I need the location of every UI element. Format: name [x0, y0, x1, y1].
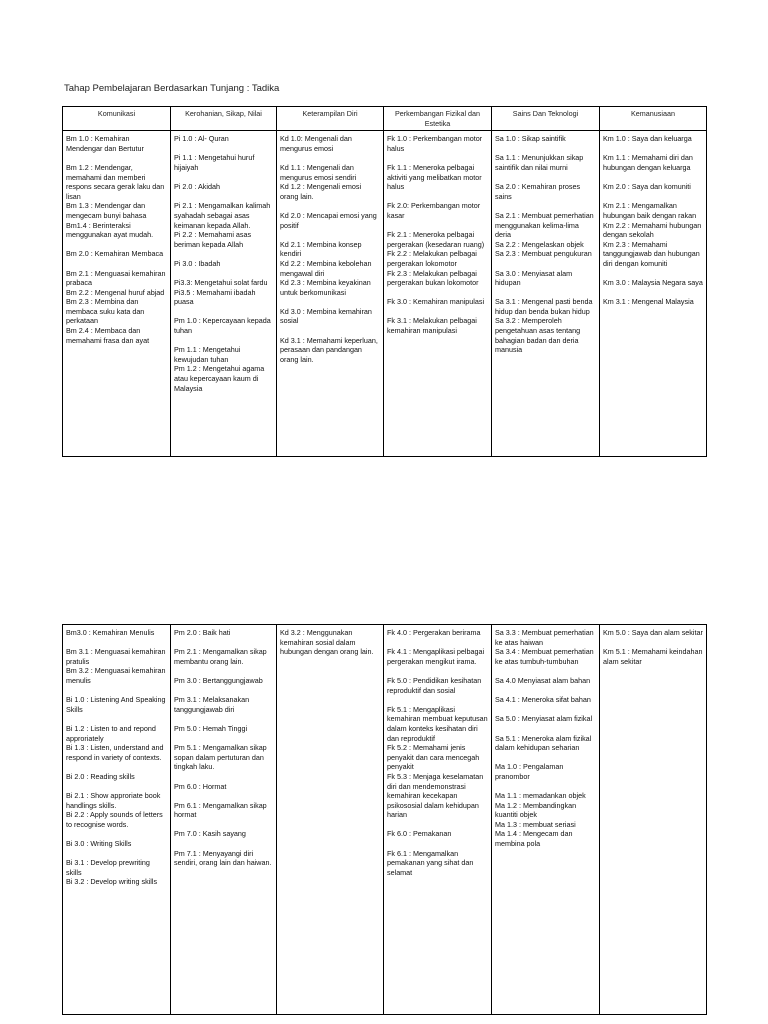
learning-standard-entry: Bm 2.3 : Membina dan membaca suku kata dan perkataan — [66, 297, 145, 326]
learning-standard-entry: Bm 2.1 : Menguasai kemahiran prabaca — [66, 268, 166, 288]
learning-standard-entry: Fk 2.3 : Melakukan pelbagai pergerakan bukan lokomotor — [387, 268, 479, 288]
learning-standard-entry: Fk 2.2 : Melakukan pelbagai pergerakan lokomotor — [387, 249, 477, 268]
cell-komunikasi — [63, 131, 171, 457]
learning-standard-entry: Pm 6.1 : Mengamalkan sikap hormat — [174, 800, 267, 820]
learning-standard-entry: Sa 3.0 : Menyiasat alam hidupan — [495, 268, 573, 288]
learning-table-top — [62, 106, 707, 457]
learning-standard-entry: Pi 2.1 : Mengamalkan kalimah syahadah sebagai asas keimanan kepada Allah. — [174, 201, 271, 230]
learning-standard-entry: Pi 2.2 : Memahami asas beriman kepada Allah — [174, 230, 252, 249]
learning-standard-entry: Sa 2.0 : Kemahiran proses sains — [495, 182, 581, 201]
learning-standard-entry: Pm 1.2 : Mengetahui agama atau kepercayaan kaum di Malaysia — [174, 364, 265, 393]
learning-standard-entry: Km 2.0 : Saya dan komuniti — [603, 182, 691, 192]
learning-standard-entry: Pm 2.1 : Mengamalkan sikap membantu orang lain. — [174, 647, 267, 666]
table-header-row — [63, 107, 707, 131]
learning-standard-entry: Ma 1.2 : Membandingkan kuantiti objek — [495, 800, 577, 820]
learning-standard-entry: Pm 1.1 : Mengetahui kewujudan tuhan — [174, 345, 241, 364]
learning-standard-entry: Pm 7.0 : Kasih sayang — [174, 829, 246, 839]
learning-standard-entry: Kd 3.0 : Membina kemahiran sosial — [280, 306, 372, 326]
learning-standard-entry: Sa 2.3 : Membuat pengukuran — [495, 249, 592, 259]
learning-standard-entry: Bm1.4 : Berinteraksi menggunakan ayat mudah. — [66, 220, 154, 240]
learning-standard-entry: Fk 1.0 : Perkembangan motor halus — [387, 134, 483, 153]
learning-standard-entry: Sa 3.3 : Membuat pemerhatian ke atas haiwan — [495, 628, 594, 647]
learning-standard-entry: Sa 2.1 : Membuat pemerhatian menggunakan kelima-lima deria — [495, 210, 594, 240]
table-row — [63, 625, 707, 1015]
learning-standard-entry: Pi 2.0 : Akidah — [174, 182, 220, 192]
learning-standard-entry: Pi3.3: Mengetahui solat fardu — [174, 278, 268, 288]
learning-standard-entry: Pi3.5 : Memahami ibadah puasa — [174, 287, 256, 307]
learning-standard-entry: Fk 4.1 : Mengaplikasi pelbagai pergerakan mengikut irama. — [387, 647, 485, 666]
learning-standard-entry: Bm 2.2 : Mengenal huruf abjad — [66, 287, 165, 297]
learning-standard-entry: Sa 3.4 : Membuat pemerhatian ke atas tumbuh-tumbuhan — [495, 647, 594, 666]
learning-standard-entry: Pm 3.1 : Melaksanakan tanggungjawab diri — [174, 695, 250, 714]
header-kerohanian: Kerohanian, Sikap, Nilai — [171, 107, 277, 131]
header-kemanusiaan: Kemanusiaan — [600, 107, 707, 131]
learning-standard-entry: Bm 2.0 : Kemahiran Membaca — [66, 249, 164, 259]
cell-fizikal-estetika — [384, 625, 492, 1015]
learning-standard-entry: Bi 3.1 : Develop prewriting skills — [66, 858, 150, 877]
learning-standard-entry: Bi 3.2 : Develop writing skills — [66, 877, 158, 887]
learning-standard-entry: Fk 5.1 : Mengaplikasi kemahiran membuat keputusan dalam konteks kesihatan diri dan reproduktif — [387, 704, 488, 743]
cell-fizikal-estetika — [384, 131, 492, 457]
learning-standard-entry: Fk 4.0 : Pergerakan berirama — [387, 628, 481, 637]
cell-kemanusiaan — [600, 131, 707, 457]
learning-standard-entry: Km 5.0 : Saya dan alam sekitar — [603, 628, 703, 637]
learning-standard-entry: Pm 1.0 : Kepercayaan kepada tuhan — [174, 316, 271, 336]
learning-standard-entry: Pi 1.0 : Al- Quran — [174, 134, 229, 144]
learning-standard-entry: Fk 3.1 : Melakukan pelbagai kemahiran manipulasi — [387, 316, 477, 336]
learning-standard-entry: Bi 3.0 : Writing Skills — [66, 839, 132, 849]
cell-keterampilan — [277, 625, 384, 1015]
learning-standard-entry: Pi 3.0 : Ibadah — [174, 258, 221, 268]
header-sains-teknologi: Sains Dan Teknologi — [492, 107, 600, 131]
document-title: Tahap Pembelajaran Berdasarkan Tunjang : Tadika — [64, 83, 280, 94]
learning-standard-entry: Sa 3.1 : Mengenal pasti benda hidup dan benda bukan hidup — [495, 297, 593, 316]
table-row — [63, 131, 707, 457]
learning-table-bottom — [62, 624, 707, 1015]
learning-standard-entry: Kd 2.2 : Membina kebolehan mengawal diri — [280, 258, 372, 278]
learning-standard-entry: Pm 3.0 : Bertanggungjawab — [174, 675, 263, 685]
learning-standard-entry: Fk 6.0 : Pemakanan — [387, 829, 452, 839]
learning-standard-entry: Kd 1.1 : Mengenali dan mengurus emosi sendiri — [280, 162, 357, 182]
learning-standard-entry: Km 2.3 : Memahami tanggungjawab dan hubungan diri dengan komuniti — [603, 239, 700, 268]
learning-standard-entry: Kd 2.3 : Membina keyakinan untuk berkomunikasi — [280, 278, 371, 297]
learning-standard-entry: Pm 7.1 : Menyayangi diri sendiri, orang lain dan haiwan. — [174, 848, 272, 868]
learning-standard-entry: Bm 3.2 : Menguasai kemahiran menulis — [66, 666, 166, 685]
learning-standard-entry: Bi 1.2 : Listen to and repond approriately — [66, 723, 156, 743]
learning-standard-entry: Bm 1.2 : Mendengar, memahami dan memberi respons secara gerak laku dan lisan — [66, 162, 165, 201]
learning-standard-entry: Kd 2.1 : Membina konsep kendiri — [280, 239, 362, 259]
learning-standard-entry: Fk 5.2 : Memahami jenis penyakit dan cara mencegah penyakit — [387, 743, 480, 772]
learning-standard-entry: Bi 2.2 : Apply sounds of letters to recognise words. — [66, 810, 163, 829]
learning-standard-entry: Kd 3.2 : Menggunakan kemahiran sosial dalam hubungan dengan orang lain. — [280, 628, 374, 657]
learning-standard-entry: Ma 1.3 : membuat seriasi — [495, 819, 576, 829]
learning-standard-entry: Bm 1.3 : Mendengar dan mengecam bunyi bahasa — [66, 201, 147, 220]
learning-standard-entry: Bm 1.0 : Kemahiran Mendengar dan Bertutur — [66, 134, 144, 153]
learning-standard-entry: Bi 1.0 : Listening And Speaking Skills — [66, 695, 166, 714]
header-komunikasi: Komunikasi — [63, 107, 171, 131]
learning-standard-entry: Km 1.0 : Saya dan keluarga — [603, 134, 692, 144]
learning-standard-entry: Fk 2.0: Perkembangan motor kasar — [387, 201, 481, 220]
learning-standard-entry: Km 1.1 : Memahami diri dan hubungan dengan keluarga — [603, 153, 693, 172]
learning-standard-entry: Ma 1.4 : Mengecam dan membina pola — [495, 829, 573, 849]
learning-standard-entry: Bm 3.1 : Menguasai kemahiran pratulis — [66, 647, 166, 666]
learning-standard-entry: Ma 1.0 : Pengalaman pranombor — [495, 762, 564, 781]
learning-standard-entry: Fk 1.1 : Meneroka pelbagai aktiviti yang melibatkan motor halus — [387, 162, 482, 192]
learning-standard-entry: Bm3.0 : Kemahiran Menulis — [66, 628, 155, 637]
learning-standard-entry: Sa 4.1 : Meneroka sifat bahan — [495, 695, 591, 705]
learning-standard-entry: Fk 5.3 : Menjaga keselamatan diri dan mendemonstrasi kemahiran kecekapan psikososial dalam kehidupan harian — [387, 771, 484, 820]
learning-standard-entry: Sa 3.2 : Memperoleh pengetahuan asas tentang bahagian badan dan deria manusia — [495, 316, 581, 355]
learning-standard-entry: Fk 3.0 : Kemahiran manipulasi — [387, 297, 485, 307]
learning-standard-entry: Pi 1.1 : Mengetahui huruf hijaiyah — [174, 153, 255, 172]
learning-standard-entry: Bi 1.3 : Listen, understand and respond in variety of contexts. — [66, 743, 164, 762]
learning-standard-entry: Km 2.1 : Mengamalkan hubungan baik dengan rakan — [603, 201, 697, 220]
learning-standard-entry: Sa 1.0 : Sikap saintifik — [495, 134, 566, 144]
learning-standard-entry: Km 5.1 : Memahami keindahan alam sekitar — [603, 647, 703, 666]
learning-standard-entry: Kd 1.2 : Mengenali emosi orang lain. — [280, 182, 362, 201]
learning-standard-entry: Pm 6.0 : Hormat — [174, 781, 227, 791]
learning-standard-entry: Bi 2.1 : Show approriate book handlings skills. — [66, 791, 161, 810]
learning-standard-entry: Km 3.1 : Mengenal Malaysia — [603, 297, 694, 307]
cell-keterampilan — [277, 131, 384, 457]
learning-standard-entry: Sa 2.2 : Mengelaskan objek — [495, 239, 584, 249]
cell-komunikasi — [63, 625, 171, 1015]
learning-standard-entry: Km 2.2 : Memahami hubungan dengan sekolah — [603, 220, 702, 240]
learning-standard-entry: Km 3.0 : Malaysia Negara saya — [603, 278, 703, 288]
learning-standard-entry: Pm 5.1 : Mengamalkan sikap sopan dalam pertuturan dan tingkah laku. — [174, 743, 267, 772]
cell-sains-teknologi — [492, 625, 600, 1015]
learning-standard-entry: Bm 2.4 : Membaca dan memahami frasa dan ayat — [66, 326, 150, 345]
cell-kemanusiaan — [600, 625, 707, 1015]
learning-standard-entry: Sa 4.0 Menyiasat alam bahan — [495, 675, 591, 685]
learning-standard-entry: Fk 5.0 : Pendidikan kesihatan reproduktif dan sosial — [387, 675, 482, 695]
learning-standard-entry: Bi 2.0 : Reading skills — [66, 771, 135, 781]
learning-standard-entry: Ma 1.1 : memadankan objek — [495, 791, 586, 801]
learning-standard-entry: Kd 2.0 : Mencapai emosi yang positif — [280, 210, 377, 230]
cell-kerohanian — [171, 625, 277, 1015]
learning-standard-entry: Pm 5.0 : Hemah Tinggi — [174, 723, 248, 733]
learning-standard-entry: Kd 3.1 : Memahami keperluan, perasaan dan pandangan orang lain. — [280, 335, 378, 364]
learning-standard-entry: Sa 5.1 : Meneroka alam fizikal dalam kehidupan seharian — [495, 733, 592, 753]
header-keterampilan: Keterampilan Diri — [277, 107, 384, 131]
learning-standard-entry: Pm 2.0 : Baik hati — [174, 628, 231, 637]
header-fizikal-estetika: Perkembangan Fizikal dan Estetika — [384, 107, 492, 131]
learning-standard-entry: Kd 1.0: Mengenali dan mengurus emosi — [280, 134, 352, 153]
learning-standard-entry: Sa 1.1 : Menunjukkan sikap saintifik dan nilai murni — [495, 153, 584, 172]
cell-kerohanian — [171, 131, 277, 457]
cell-sains-teknologi — [492, 131, 600, 457]
learning-standard-entry: Sa 5.0 : Menyiasat alam fizikal — [495, 714, 593, 724]
learning-standard-entry: Fk 6.1 : Mengamalkan pemakanan yang sihat dan selamat — [387, 848, 474, 877]
learning-standard-entry: Fk 2.1 : Meneroka pelbagai pergerakan (kesedaran ruang) — [387, 230, 485, 249]
